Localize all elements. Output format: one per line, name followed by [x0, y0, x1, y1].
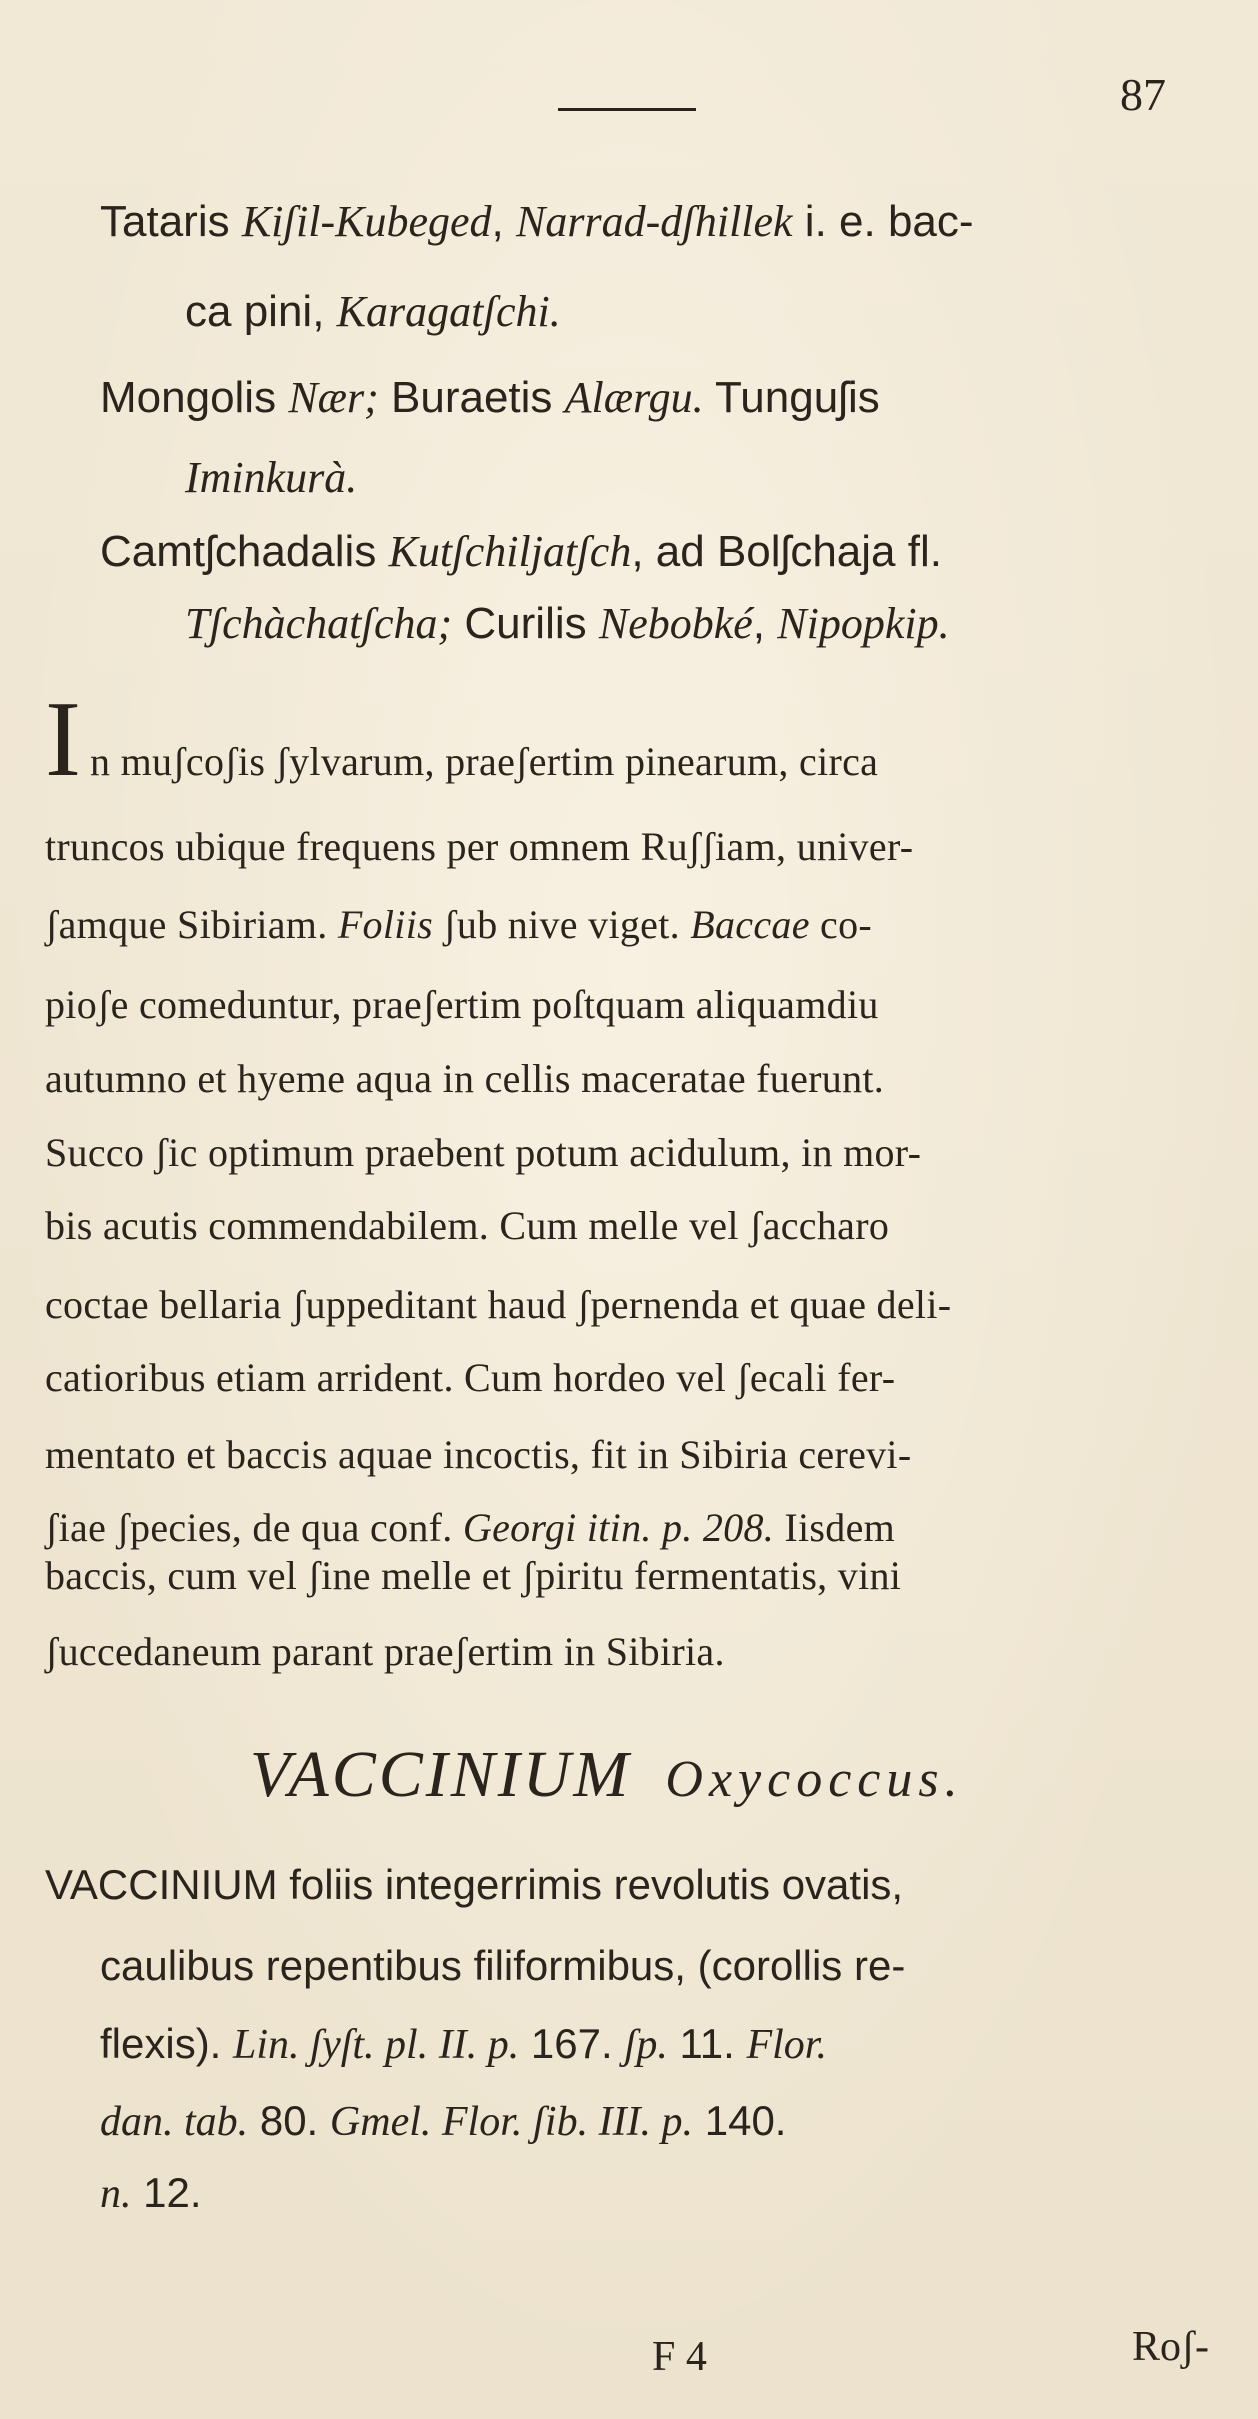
text-run: n muʃcoʃis ʃylvarum, praeʃertim pinearum, circa — [90, 739, 879, 784]
italic-run: Narrad-dʃhillek — [515, 197, 793, 246]
italic-run: Baccae — [690, 902, 810, 947]
italic-run: Nær; — [288, 373, 379, 422]
header-rule — [558, 108, 696, 111]
text-run: , ad Bolʃchaja fl. — [631, 527, 942, 576]
body-line — [45, 902, 873, 947]
section-heading — [250, 1738, 964, 1811]
text-run: mentato et baccis aquae incoctis, fit in Sibiria cerevi- — [45, 1432, 912, 1477]
page-number: 87 — [1120, 69, 1166, 120]
text-run: 80. — [248, 2097, 330, 2144]
text-run: bis acutis commendabilem. Cum melle vel ʃaccharo — [45, 1203, 890, 1248]
italic-run: Karagatʃchi. — [336, 287, 561, 336]
synonym-line — [100, 373, 880, 422]
text-run: Buraetis — [378, 373, 565, 422]
body-line — [45, 1629, 725, 1674]
italic-run: Foliis — [337, 902, 433, 947]
signature-mark: F 4 — [652, 2334, 707, 2380]
italic-run: ʃp. — [624, 2022, 668, 2068]
text-run: caulibus repentibus filiformibus, (corollis re- — [100, 1942, 906, 1989]
description-line — [100, 1942, 906, 1989]
synonym-line — [185, 287, 561, 336]
italic-run: Kiʃil-Kubeged — [241, 197, 492, 246]
text-run: flexis). — [100, 2020, 234, 2067]
text-run: co- — [809, 902, 873, 947]
text-run: VACCINIUM foliis integerrimis revolutis ovatis, — [45, 1861, 904, 1908]
italic-run: Flor. — [746, 2022, 827, 2068]
text-run: pioʃe comeduntur, praeʃertim poſtquam aliquamdiu — [45, 982, 879, 1027]
text-run: Tunguʃis — [703, 373, 880, 422]
text-run: 11. — [667, 2020, 747, 2067]
synonym-line — [185, 453, 358, 502]
italic-run: Lin. ʃyſt. pl. II. p. — [233, 2022, 520, 2068]
text-run: 167. — [519, 2020, 625, 2067]
text-run: Succo ʃic optimum praebent potum acidulum, in mor- — [45, 1130, 922, 1175]
italic-run: Nebobké — [598, 599, 753, 648]
italic-run: Gmel. Flor. ʃib. III. p. — [329, 2099, 694, 2145]
italic-run: Kutʃchiljatʃch — [388, 527, 632, 576]
body-line — [45, 1203, 890, 1248]
body-line — [45, 1130, 922, 1175]
italic-run: n. — [100, 2171, 132, 2217]
text-run: i. e. bac- — [792, 197, 974, 246]
synonym-line — [100, 527, 942, 576]
body-line — [45, 1282, 952, 1327]
body-line — [45, 824, 914, 869]
text-run: , — [491, 197, 516, 246]
text-run: autumno et hyeme aqua in cellis maceratae fuerunt. — [45, 1056, 885, 1101]
italic-run: Georgi itin. p. 208. — [462, 1505, 775, 1550]
description-line — [100, 2097, 787, 2145]
description-line — [45, 1861, 904, 1908]
section-genus: VACCINIUM — [250, 1738, 632, 1811]
catchword: Roʃ- — [1132, 2324, 1209, 2370]
text-run: Mongolis — [100, 373, 289, 422]
text-run: truncos ubique frequens per omnem Ruʃʃiam, univer- — [45, 824, 914, 869]
section-epithet: Oxycoccus. — [665, 1751, 964, 1808]
text-run: baccis, cum vel ʃine melle et ʃpiritu fermentatis, vini — [45, 1553, 902, 1598]
text-run: ʃamque Sibiriam. — [45, 902, 338, 947]
drop-cap: I — [45, 680, 81, 799]
body-line — [45, 1505, 896, 1550]
body-line — [45, 1056, 885, 1101]
synonym-line — [100, 197, 974, 246]
body-line — [45, 1355, 896, 1400]
italic-run: dan. tab. — [100, 2099, 249, 2145]
description-line — [100, 2020, 827, 2068]
text-run: coctae bellaria ʃuppeditant haud ʃpernenda et quae deli- — [45, 1282, 952, 1327]
text-run: , — [752, 599, 778, 648]
body-line — [45, 1432, 912, 1477]
text-run: Tataris — [100, 197, 242, 246]
text-run: ʃuccedaneum parant praeʃertim in Sibiria. — [45, 1629, 725, 1674]
italic-run: Iminkurà. — [185, 453, 358, 502]
description-line — [100, 2169, 202, 2217]
text-run: Curilis — [452, 599, 599, 648]
italic-run: Nipopkip. — [777, 599, 950, 648]
italic-run: Alærgu. — [564, 373, 704, 422]
text-run: ʃub nive viget. — [432, 902, 691, 947]
text-run: Iisdem — [774, 1505, 896, 1550]
text-run: catioribus etiam arrident. Cum hordeo vel ʃecali fer- — [45, 1355, 896, 1400]
text-run: 140. — [693, 2097, 787, 2144]
text-run: 12. — [131, 2169, 202, 2216]
text-run: ʃiae ʃpecies, de qua conf. — [45, 1505, 463, 1550]
text-run: ca pini, — [185, 287, 337, 336]
italic-run: Tʃchàchatʃcha; — [185, 599, 453, 648]
text-run: Camtʃchadalis — [100, 527, 389, 576]
body-line — [45, 982, 879, 1027]
body-line — [45, 1553, 902, 1598]
synonym-line — [185, 599, 950, 648]
body-line — [90, 739, 879, 784]
